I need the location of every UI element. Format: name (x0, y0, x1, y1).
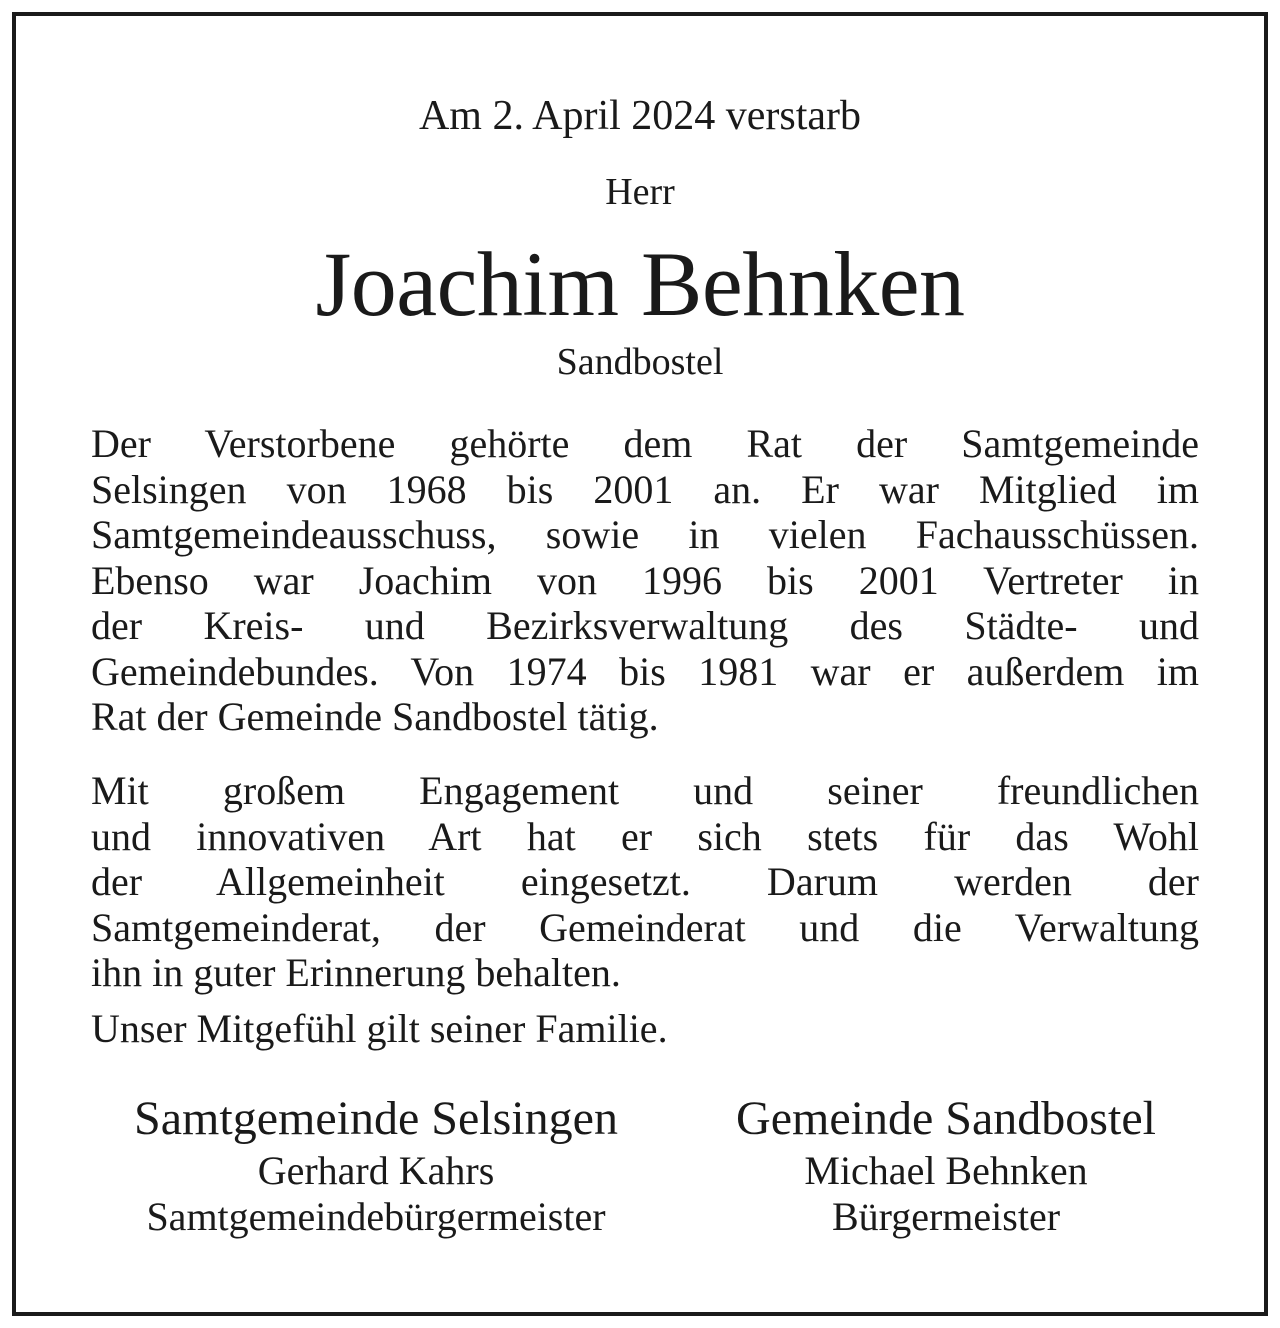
signatory-gemeinde (666, 1090, 1226, 1240)
text-line: Mit großem Engagement und seiner freundlichen (91, 768, 1199, 813)
text-line: Samtgemeindeausschuss, sowie in vielen Fachausschüssen. (91, 512, 1199, 557)
text-line: Rat der Gemeinde Sandbostel tätig. (91, 694, 659, 739)
text-line: Unser Mitgefühl gilt seiner Familie. (91, 1006, 668, 1051)
paragraph-engagement (91, 768, 1199, 996)
text-line: Ebenso war Joachim von 1996 bis 2001 Vertreter in (91, 557, 1199, 603)
signatory-role: Bürgermeister (831, 1194, 1061, 1239)
honorific: Herr (605, 171, 675, 213)
intro-line: Am 2. April 2024 verstarb (418, 93, 862, 139)
obituary-notice (12, 12, 1268, 1316)
text-line: ihn in guter Erinnerung behalten. (91, 950, 621, 995)
signatory-person: Michael Behnken (804, 1148, 1088, 1193)
hometown: Sandbostel (556, 341, 724, 383)
signatory-person: Gerhard Kahrs (257, 1148, 495, 1193)
text-line: Der Verstorbene gehörte dem Rat der Samtgemeinde (91, 421, 1199, 466)
signatory-organization: Gemeinde Sandbostel (736, 1092, 1156, 1145)
text-line: der Kreis- und Bezirksverwaltung des Städte- und (91, 603, 1199, 648)
signatory-samtgemeinde (66, 1090, 686, 1240)
signatory-organization: Samtgemeinde Selsingen (134, 1092, 618, 1145)
text-line: Selsingen von 1968 bis 2001 an. Er war Mitglied im (91, 466, 1199, 512)
signatory-role: Samtgemeindebürgermeister (146, 1194, 606, 1239)
text-line: der Allgemeinheit eingesetzt. Darum werden der (91, 859, 1199, 904)
paragraph-condolence (91, 1006, 1199, 1052)
text-line: und innovativen Art hat er sich stets für das Wohl (91, 813, 1199, 859)
text-line: Samtgemeinderat, der Gemeinderat und die Verwaltung (91, 904, 1199, 950)
deceased-name: Joachim Behnken (315, 233, 965, 335)
text-line: Gemeindebundes. Von 1974 bis 1981 war er außerdem im (91, 648, 1199, 694)
paragraph-tribute (91, 421, 1199, 740)
